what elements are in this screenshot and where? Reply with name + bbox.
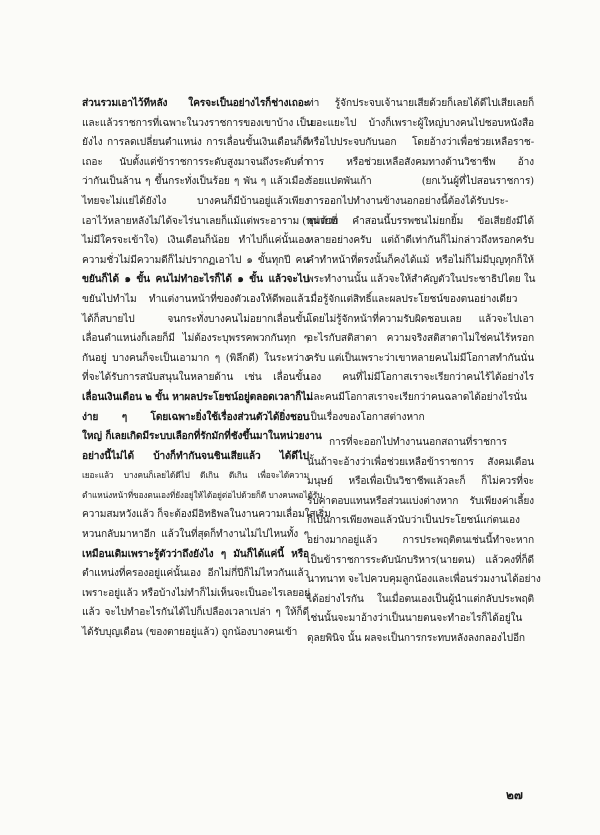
text-line: ตำแหน่งหน้าที่ของตนเองที่ยังอยู่ให้ได้อยู่ต่อไปด้วยก็ดี บางคนพอได้รับ <box>82 489 323 500</box>
right-column <box>307 94 541 649</box>
text-line: ความสมหวังแล้ว ก็จะต้องมีอิทธิพลในงานความเลื่อมใสเริ่ม <box>82 509 331 521</box>
text-line: ไทยจะไม่แย่ได้ยังไง บางคนก็มีบ้านอยู่แล้วเพียง <box>82 195 309 207</box>
text-line: ได้อย่างไรกัน ในเมื่อตนเองเป็นผู้นำแต่กลับประพฤติ <box>307 593 534 605</box>
text-line: ความชั่วไม่มีความดีก็ไม่ปรากฏเอาไป ๑ ขั้นทุกปี คน <box>82 254 309 266</box>
text-line: เพราะอยู่แล้ว หรือบ้างไม่ทำก็ไม่เห็นจะเป็นอะไรเลยอยู่ <box>82 587 310 599</box>
text-line: ครับ แต่เป็นเพราะว่าเขาหลายคนไม่มีโอกาสทำกันนั่น <box>307 352 535 364</box>
text-line: ใหญ่ ก็เลยเกิดมีระบบเลือกที่รักมักที่ชังขึ้นมาในหน่วยงาน <box>82 430 322 443</box>
text-line: โดยไม่รู้จักหน้าที่ความรับผิดชอบเลย แล้วจะไปเอา <box>307 313 534 325</box>
text-line: เอง คนที่ไม่มีโอกาสเราจะเรียกว่าคนไร้ได้อย่างไร <box>307 372 534 384</box>
text-line: หวนกลับมาหาอีก แล้วในที่สุดก็ทำงานไม่ไปไหนทั้ง ๆ <box>82 529 309 541</box>
text-line: ขยันก็ได้ ๑ ขั้น คนไม่ทำอะไรก็ได้ ๑ ขั้น แล้วจะไป <box>82 273 309 286</box>
text-line: หลายอย่างครับ แต่ถ้าดีเท่ากันก็ไม่กล่าวถึงหรอกครับ <box>307 235 534 247</box>
text-line: ตำแหน่งที่ครองอยู่แค่นั้นเอง อีกไม่กี่ปีก็ไม่ไหวกันแล้ว <box>82 568 309 580</box>
text-line: การ หรือช่วยเหลือสังคมทางด้านวิชาชีพ อ้าง <box>307 156 534 168</box>
text-line: ท่า รู้จักประจบเจ้านายเสียด้วยก็เลยได้ดีไปเสียเลยก็ <box>307 98 534 109</box>
text-line: ดุลยพินิจ นั้น ผลจะเป็นการกระทบหลังลงกลองไปอีก <box>307 633 525 645</box>
text-line: เมื่อรู้จักแต่สิทธิ์และผลประโยชน์ของตนอย่างเดียว <box>307 293 518 305</box>
text-line: เถอะ นับตั้งแต่ข้าราชการระดับสูงมาจนถึงระดับต่ำ <box>82 156 309 168</box>
text-line: เยอะแล้ว บางคนก็เลยได้ดีไป ดีเกิน ดีเกิน เพื่อจะได้ความ <box>82 470 309 481</box>
text-line: ชุมด้วย คำสอนนี้บรรพชนไม่ยกยิ้ม ข้อเสียยังมีได้ <box>307 215 534 227</box>
text-line: มนุษย์ หรือเพื่อเป็นวิชาชีพแล้วละก็ ก็ไม่ควรที่จะ <box>307 476 534 488</box>
text-line: ได้รับบุญเดือน (ของตายอยู่แล้ว) ถูกน้องบางคนเข้า <box>82 627 298 639</box>
text-line: เหมือนเดิมเพราะรู้ตัวว่าถึงยังไง ๆ มันก็ได้แค่นี้ หรือ <box>82 547 309 560</box>
text-line: ขยันไปทำไม ทำแต่งานหน้าที่ของตัวเองให้ดีพอแล้ว <box>82 293 309 305</box>
text-line: กันอยู่ บางคนก็จะเป็นเอามาก ๆ (พิลึกดี) ในระหว่าง <box>82 352 309 364</box>
text-line: ไม่มีใครจะเข้าใจ) เงินเดือนก็น้อย ทำไปก็แค่นั้นเอง <box>82 235 309 247</box>
text-line: แล้ว จะไปทำอะไรกันได้ไปก็เปลืองเวลาเปล่า ๆ ให้ก็ดี <box>82 607 309 619</box>
left-column <box>82 94 338 643</box>
page-number: ๒๗ <box>506 788 523 802</box>
text-line: หรือไปประจบกับนอก โดยอ้างว่าเพื่อช่วยเหลือราช- <box>307 137 534 149</box>
text-line: นาทนาท จะไปควบคุมลูกน้องและเพื่อนร่วมงานได้อย่าง <box>307 574 541 586</box>
text-line: เอาไว้หลายหลังไม่ได้จะไร่นาเลยก็แม้แต่พระอาราม (หน่วยที่ <box>82 215 338 227</box>
text-line: การออกไปทำงานข้างนอกอย่างนี้ต้องได้รับประ- <box>307 195 509 207</box>
text-line: เป็นข้าราชการระดับนักบริหาร(นายตน) แล้วคงที่ก็ดี <box>307 554 534 566</box>
text-line: รับค่าตอบแทนหรือส่วนแบ่งต่างหาก รับเพียงค่าเลี้ยง <box>307 495 534 507</box>
text-line: คำทำหน้าที่ตรงนั้นก็คงได้แม้ หรือไม่ก็ไม่มีบุญทุกก็ให้ <box>307 254 534 266</box>
text-line: ยังไง การลดเปลี่ยนตำแหน่ง การเลื่อนขั้นเงินเดือนก็ดี <box>82 137 309 149</box>
text-line: ก็เป็นการเพียงพอแล้วนับว่าเป็นประโยชน์แก่ตนเอง <box>307 515 520 527</box>
text-line: อย่างนี้ไม่ได้ บ้างก็ทำกันจนชินเสียแล้ว ได้ดีไป <box>82 449 309 462</box>
text-line: ง่าย ๆ โดยเฉพาะยิ่งใช้เรื่องส่วนตัวได้ยิ่งชอบ <box>82 410 309 423</box>
text-line: ร้อยแปดพันเก้า (ยกเว้นผู้ที่ไปสอนราชการ) <box>307 176 534 188</box>
text-line: อย่างมากอยู่แล้ว การประพฤติตนเช่นนี้ทำจะหาก <box>307 535 534 547</box>
text-line: และแล้วราชการที่เฉพาะในวงราชการของเขาบ้าง เป็น <box>82 117 313 129</box>
text-line: ที่จะได้รับการสนับสนุนในหลายด้าน เช่น เลื่อนขั้น <box>82 372 309 384</box>
text-line: และคนมีโอกาสเราจะเรียกว่าคนฉลาดได้อย่างไรนั่น <box>307 391 527 403</box>
text-line: นั้นถ้าจะอ้างว่าเพื่อช่วยเหลือข้าราชการ สังคมเดือน <box>307 456 534 468</box>
text-line: เช่นนั้นจะมาอ้างว่าเป็นนายตนจะทำอะไรก็ได้อยู่ใน <box>307 613 523 625</box>
text-line: ได้ก็สบายไป จนกระทั่งบางคนไม่อยากเลื่อนขั้น <box>82 313 309 325</box>
text-line: การที่จะออกไปทำงานนอกสถานที่ราชการ <box>329 437 507 449</box>
text-line: อะไรกับสติสาตา ความจริงสติสาตาไม่ใช่คนไร้หรอก <box>307 333 534 345</box>
text-line: ว่ากันเป็นล้าน ๆ ขึ้นกระทั่งเป็นร้อย ๆ พัน ๆ แล้วเมือง <box>82 176 309 188</box>
text-line: เยอะแยะไป บ้างก็เพราะผู้ใหญ่บางคนไปชอบหนังสือ <box>307 117 534 129</box>
text-line: พระทำงานนั้น แล้วจะให้สำคัญตัวในประชาธิปไตย ใน <box>307 274 536 286</box>
text-line: เป็นเรื่องของโอกาสต่างหาก <box>307 411 425 423</box>
text-line: ส่วนรวมเอาไว้ทีหลัง ใครจะเป็นอย่างไรก็ช่างเถอะ <box>82 97 309 109</box>
text-line: เลื่อนตำแหน่งก็เลยก็มี ไม่ต้องระบุพรรคพวกกันทุก ๆ <box>82 333 309 345</box>
text-line: เลื่อนเงินเดือน ๒ ขั้น หาผลประโยชน์อยู่ตลอดเวลาก็ไม่ <box>82 390 313 403</box>
